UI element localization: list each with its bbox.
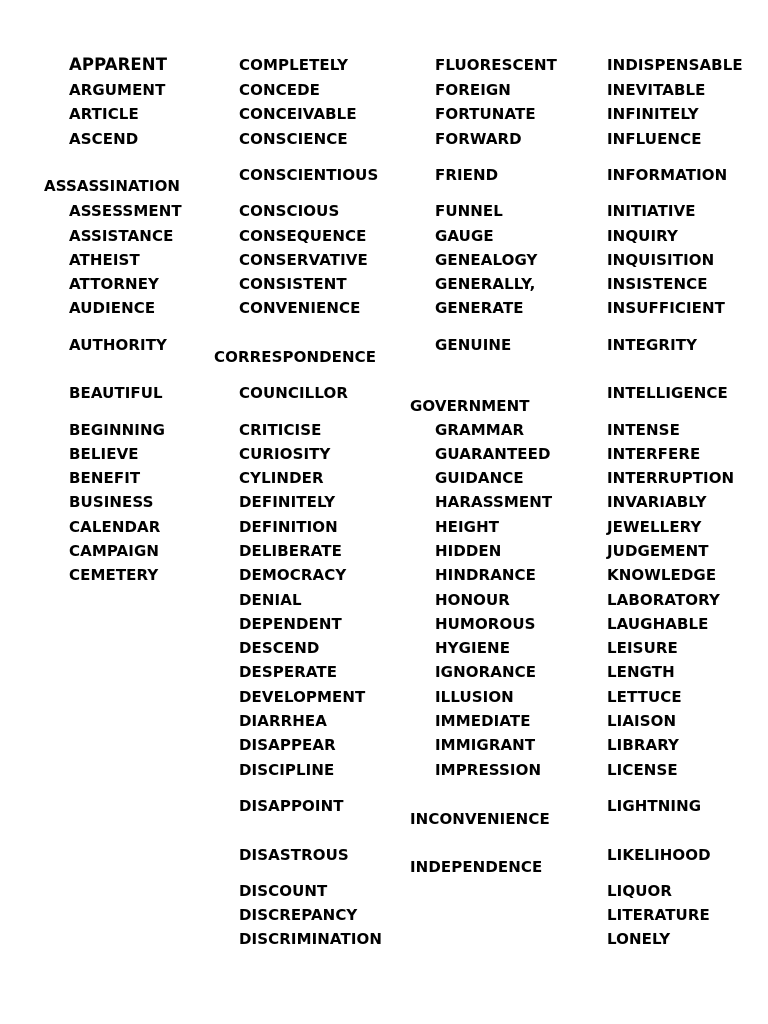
list-item: CORRESPONDENCE	[214, 348, 377, 366]
list-item: LICENSE	[607, 761, 678, 779]
list-item: INFLUENCE	[607, 130, 702, 148]
list-item: LENGTH	[607, 663, 675, 681]
list-item: DESPERATE	[239, 663, 338, 681]
list-item: BENEFIT	[69, 469, 141, 487]
list-item: JEWELLERY	[607, 518, 702, 536]
list-item: FORWARD	[435, 130, 522, 148]
list-item: GOVERNMENT	[410, 397, 530, 415]
list-item: DEFINITELY	[239, 493, 336, 511]
list-item: DEFINITION	[239, 518, 338, 536]
list-item: INSUFFICIENT	[607, 299, 726, 317]
list-item: BEGINNING	[69, 421, 166, 439]
list-item: LONELY	[607, 930, 671, 948]
list-item: DISAPPEAR	[239, 736, 336, 754]
list-item: IMMEDIATE	[435, 712, 531, 730]
list-item: GENERALLY,	[435, 275, 536, 293]
list-item: KNOWLEDGE	[607, 566, 717, 584]
list-item: INFINITELY	[607, 105, 699, 123]
list-item: FOREIGN	[435, 81, 511, 99]
list-item: GUIDANCE	[435, 469, 524, 487]
list-item: HARASSMENT	[435, 493, 553, 511]
list-item: JUDGEMENT	[607, 542, 709, 560]
list-item: FLUORESCENT	[435, 56, 557, 74]
list-item: GUARANTEED	[435, 445, 551, 463]
list-item: AUDIENCE	[69, 299, 156, 317]
list-item: CONSISTENT	[239, 275, 347, 293]
list-item: IGNORANCE	[435, 663, 537, 681]
list-item: DISAPPOINT	[239, 797, 344, 815]
list-item: GAUGE	[435, 227, 494, 245]
list-item: ATTORNEY	[69, 275, 160, 293]
list-item: HYGIENE	[435, 639, 511, 657]
list-item: LEISURE	[607, 639, 678, 657]
list-item: INTENSE	[607, 421, 680, 439]
list-item: LIGHTNING	[607, 797, 702, 815]
list-item: DISCRIMINATION	[239, 930, 382, 948]
list-item: CONSERVATIVE	[239, 251, 368, 269]
list-item: DENIAL	[239, 591, 302, 609]
list-item: LABORATORY	[607, 591, 720, 609]
list-item: LIBRARY	[607, 736, 680, 754]
list-item: ASSESSMENT	[69, 202, 182, 220]
list-item: IMMIGRANT	[435, 736, 536, 754]
list-item: ASSISTANCE	[69, 227, 174, 245]
list-item: GENEALOGY	[435, 251, 538, 269]
list-item: GENERATE	[435, 299, 524, 317]
list-item: HIDDEN	[435, 542, 502, 560]
list-item: ATHEIST	[69, 251, 140, 269]
list-item: GENUINE	[435, 336, 512, 354]
list-item: IMPRESSION	[435, 761, 542, 779]
list-item: INTERRUPTION	[607, 469, 735, 487]
list-item: ASCEND	[69, 130, 139, 148]
list-item: INQUISITION	[607, 251, 715, 269]
list-item: DEPENDENT	[239, 615, 342, 633]
list-item: INFORMATION	[607, 166, 728, 184]
list-item: LIKELIHOOD	[607, 846, 711, 864]
list-item: ILLUSION	[435, 688, 514, 706]
list-item: DELIBERATE	[239, 542, 342, 560]
list-item: HONOUR	[435, 591, 510, 609]
list-item: BELIEVE	[69, 445, 139, 463]
list-item: FRIEND	[435, 166, 499, 184]
list-item: CAMPAIGN	[69, 542, 160, 560]
list-item: INEVITABLE	[607, 81, 706, 99]
list-item: LAUGHABLE	[607, 615, 709, 633]
list-item: GRAMMAR	[435, 421, 525, 439]
list-item: CONSCIENCE	[239, 130, 348, 148]
list-item: LETTUCE	[607, 688, 682, 706]
list-item: ARTICLE	[69, 105, 139, 123]
list-item: DESCEND	[239, 639, 320, 657]
list-item: CONCEDE	[239, 81, 320, 99]
list-item: DIARRHEA	[239, 712, 327, 730]
list-item: INTERFERE	[607, 445, 701, 463]
list-item: INDISPENSABLE	[607, 56, 743, 74]
list-item: DISCIPLINE	[239, 761, 335, 779]
list-item: LITERATURE	[607, 906, 710, 924]
list-item: APPARENT	[69, 55, 168, 74]
list-item: INITIATIVE	[607, 202, 696, 220]
list-item: LIAISON	[607, 712, 677, 730]
list-item: DISCREPANCY	[239, 906, 358, 924]
list-item: DISASTROUS	[239, 846, 349, 864]
list-item: ASSASSINATION	[44, 177, 181, 195]
list-item: CONSCIENTIOUS	[239, 166, 379, 184]
list-item: CYLINDER	[239, 469, 324, 487]
list-item: CONSCIOUS	[239, 202, 340, 220]
list-item: INQUIRY	[607, 227, 678, 245]
list-item: CONCEIVABLE	[239, 105, 357, 123]
list-item: FORTUNATE	[435, 105, 536, 123]
list-item: LIQUOR	[607, 882, 672, 900]
list-item: INTELLIGENCE	[607, 384, 728, 402]
list-item: INDEPENDENCE	[410, 858, 543, 876]
list-item: AUTHORITY	[69, 336, 167, 354]
list-item: HINDRANCE	[435, 566, 537, 584]
list-item: BEAUTIFUL	[69, 384, 163, 402]
list-item: INSISTENCE	[607, 275, 708, 293]
list-item: INCONVENIENCE	[410, 810, 550, 828]
list-item: CURIOSITY	[239, 445, 331, 463]
list-item: HEIGHT	[435, 518, 500, 536]
list-item: INTEGRITY	[607, 336, 698, 354]
list-item: ARGUMENT	[69, 81, 166, 99]
list-item: COMPLETELY	[239, 56, 349, 74]
list-item: CONVENIENCE	[239, 299, 361, 317]
list-item: HUMOROUS	[435, 615, 536, 633]
list-item: CONSEQUENCE	[239, 227, 367, 245]
list-item: DEMOCRACY	[239, 566, 347, 584]
list-item: CRITICISE	[239, 421, 322, 439]
list-item: INVARIABLY	[607, 493, 707, 511]
list-item: DISCOUNT	[239, 882, 328, 900]
list-item: CALENDAR	[69, 518, 161, 536]
list-item: DEVELOPMENT	[239, 688, 366, 706]
list-item: CEMETERY	[69, 566, 159, 584]
list-item: FUNNEL	[435, 202, 503, 220]
list-item: BUSINESS	[69, 493, 154, 511]
list-item: COUNCILLOR	[239, 384, 348, 402]
